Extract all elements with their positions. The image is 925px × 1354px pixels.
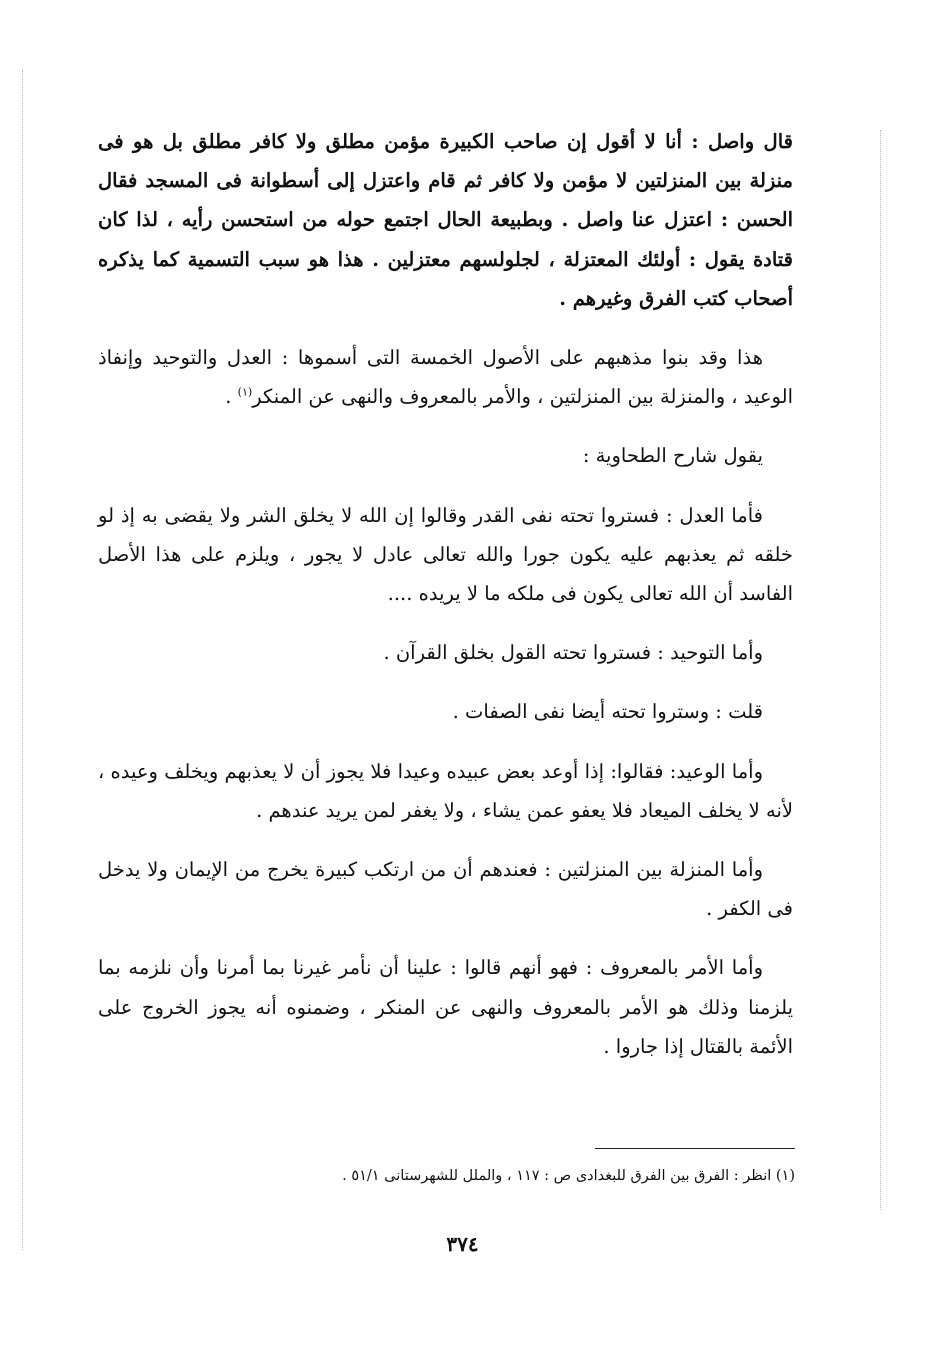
paragraph-tahawiyya-intro: يقول شارح الطحاوية :: [582, 444, 763, 468]
scan-margin-line-left: [22, 70, 23, 1250]
paragraph-five-principles-end: .: [225, 385, 238, 409]
paragraph-justice: فأما العدل : فستروا تحته نفى القدر وقالوا إن الله لا يخلق الشر ولا يقضى به إذ لو خلقه ثم يعذبهم عليه يكون جورا والله تعالى عادل لا يجور ، ويلزم على هذا الأصل الفاسد أن الله تعالى يكون فى ملكه ما لا يريده ....: [98, 503, 793, 606]
body-text: [98, 122, 793, 1086]
footnote-reference[interactable]: (١): [237, 385, 253, 399]
paragraph-intermediate-position: وأما المنزلة بين المنزلتين : فعندهم أن من ارتكب كبيرة يخرج من الإيمان ولا يدخل فى الكفر .: [98, 858, 793, 921]
paragraph-five-principles-text: هذا وقد بنوا مذهبهم على الأصول الخمسة التى أسموها : العدل والتوحيد وإنفاذ الوعيد ، والمنزلة بين المنزلتين ، والأمر بالمعروف والنهى عن المنكر: [98, 346, 793, 409]
footnote-separator: [595, 1148, 795, 1149]
paragraph-attributes: قلت : وستروا تحته أيضا نفى الصفات .: [452, 700, 763, 724]
paragraph-five-principles: [98, 338, 793, 416]
page-number: ٣٧٤: [446, 1232, 479, 1256]
footnote: (١) انظر : الفرق بين الفرق للبغدادى ص : ١١٧ ، والملل للشهرستانى ٥١/١ .: [342, 1168, 795, 1184]
paragraph-threat: وأما الوعيد: فقالوا: إذا أوعد بعض عبيده وعيدا فلا يجوز أن لا يعذبهم ويخلف وعيده ، لأنه لا يخلف الميعاد فلا يعفو عمن يشاء ، ولا يغفر لمن يريد عندهم .: [98, 759, 793, 822]
paragraph-tawhid: وأما التوحيد : فستروا تحته القول بخلق القرآن .: [383, 641, 763, 665]
scan-margin-line-right: [880, 130, 881, 1210]
paragraph-enjoining-good: وأما الأمر بالمعروف : فهو أنهم قالوا : علينا أن نأمر غيرنا بما أمرنا وأن نلزمه بما يلزمنا وذلك هو الأمر بالمعروف والنهى عن المنكر ، وضمنوه أنه يجوز الخروج على الأئمة بالقتال إذا جاروا .: [98, 956, 793, 1058]
paragraph-wasil-quote: قال واصل : أنا لا أقول إن صاحب الكبيرة مؤمن مطلق ولا كافر مطلق بل هو فى منزلة بين المنزلتين لا مؤمن ولا كافر ثم قام واعتزل إلى أسطوانة فى المسجد فقال الحسن : اعتزل عنا واصل . وبطبيعة الحال اجتمع حوله من استحسن رأيه ، لذا كان قتادة يقول : أولئك المعتزلة ، لجلولسهم معتزلين . هذا هو سبب التسمية كما يذكره أصحاب كتب الفرق وغيرهم .: [98, 130, 793, 310]
